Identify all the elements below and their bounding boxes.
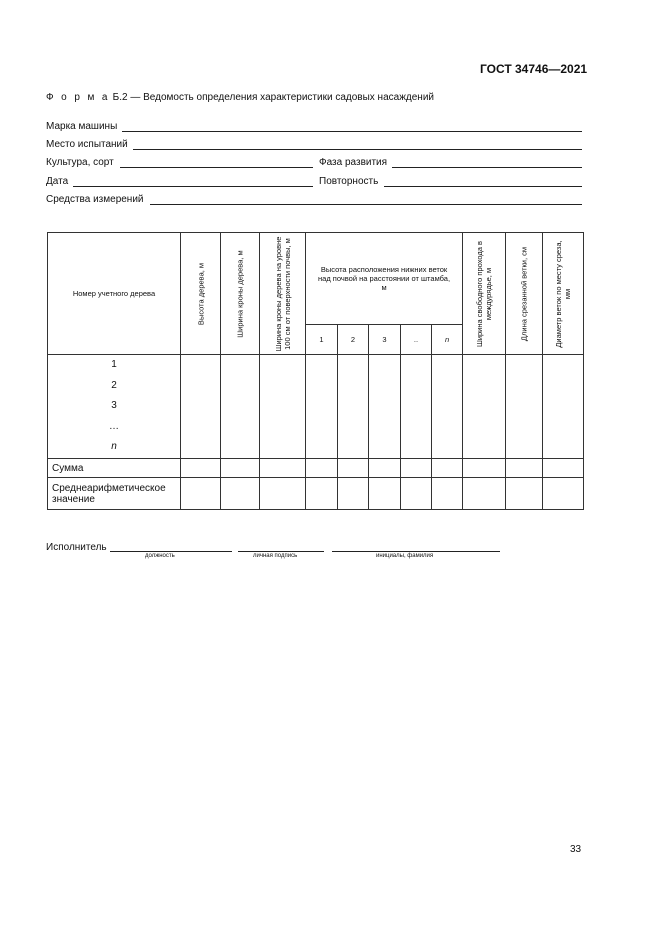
sub-column-header: .. [401,324,432,354]
form-title-text: Б.2 — Ведомость определения характеристики садовых насаждений [109,92,434,103]
form-title-prefix: Ф о р м а [46,92,110,103]
form-title [46,92,434,103]
signature-line-sign[interactable] [238,551,324,552]
data-cell[interactable] [260,355,306,459]
data-cell[interactable] [506,355,543,459]
data-cell[interactable] [506,459,543,478]
field-line-date[interactable] [73,186,313,187]
row-mean-label: Среднеарифметическое значение [48,478,181,510]
data-cell[interactable] [181,459,221,478]
data-cell[interactable] [401,478,432,510]
data-cell[interactable] [463,459,506,478]
data-cell[interactable] [432,478,463,510]
row-number: 3 [111,400,117,412]
field-line-phase[interactable] [392,167,582,168]
data-cell[interactable] [432,459,463,478]
field-label-measure: Средства измерений [46,194,144,205]
data-cell[interactable] [306,478,338,510]
data-cell[interactable] [181,478,221,510]
sub-column-header: 3 [369,324,401,354]
field-label-phase: Фаза развития [319,157,388,168]
field-label-date: Дата [46,176,69,187]
data-cell[interactable] [260,459,306,478]
signature-line-position[interactable] [110,551,232,552]
field-line-machine[interactable] [122,131,582,132]
page-number: 33 [570,844,582,855]
data-cell[interactable] [221,459,260,478]
data-cell[interactable] [369,478,401,510]
data-cell[interactable] [260,478,306,510]
data-cell[interactable] [401,459,432,478]
data-cell[interactable] [401,355,432,459]
data-cell[interactable] [463,478,506,510]
document-standard: ГОСТ 34746—2021 [480,62,588,76]
sub-column-header: n [432,324,463,354]
data-cell[interactable] [543,459,584,478]
field-line-measure[interactable] [150,204,582,205]
data-cell[interactable] [506,478,543,510]
field-line-place[interactable] [133,149,582,150]
data-cell[interactable] [306,459,338,478]
header-tree-height: Высота дерева, м [181,233,221,355]
row-sum-label: Сумма [48,459,181,478]
header-crown-width: Ширина кроны дерева, м [221,233,260,355]
data-cell[interactable] [369,459,401,478]
caption-sign: личная подпись [253,553,298,559]
field-label-place: Место испытаний [46,139,128,150]
signature-label: Исполнитель [46,542,107,553]
row-numbers-cell [48,355,181,459]
characteristics-table [47,232,584,510]
field-line-repeat[interactable] [384,186,582,187]
field-line-culture[interactable] [120,167,313,168]
sub-column-header: 1 [306,324,338,354]
field-label-machine: Марка машины [46,121,118,132]
header-crown-width-level: Ширина кроны дерева на уровне 100 см от поверхности почвы, м [260,233,306,355]
data-cell[interactable] [306,355,338,459]
signature-line-name[interactable] [332,551,500,552]
row-number: 2 [111,379,117,391]
data-cell[interactable] [181,355,221,459]
data-cell[interactable] [543,355,584,459]
data-cell[interactable] [338,478,369,510]
header-tree-number: Номер учетного дерева [48,233,181,355]
data-cell[interactable] [221,478,260,510]
field-label-repeat: Повторность [319,176,379,187]
data-cell[interactable] [369,355,401,459]
data-cell[interactable] [463,355,506,459]
data-cell[interactable] [432,355,463,459]
data-cell[interactable] [543,478,584,510]
header-cut-branch-length: Длина срезанной ветки, см [506,233,543,355]
row-number: n [111,441,117,453]
header-branch-diameter: Диаметр веток по месту среза, мм [543,233,584,355]
row-number: … [109,420,119,432]
data-cell[interactable] [338,459,369,478]
row-number: 1 [111,359,117,371]
header-branch-height-group: Высота расположения нижних веток над почвой на расстоянии от штамба, м [306,233,463,325]
header-passage-width: Ширина свободного прохода в междурядье, м [463,233,506,355]
caption-position: должность [145,553,175,559]
caption-name: инициалы, фамилия [376,553,434,559]
sub-column-header: 2 [338,324,369,354]
data-cell[interactable] [221,355,260,459]
data-cell[interactable] [338,355,369,459]
field-label-culture: Культура, сорт [46,157,114,168]
